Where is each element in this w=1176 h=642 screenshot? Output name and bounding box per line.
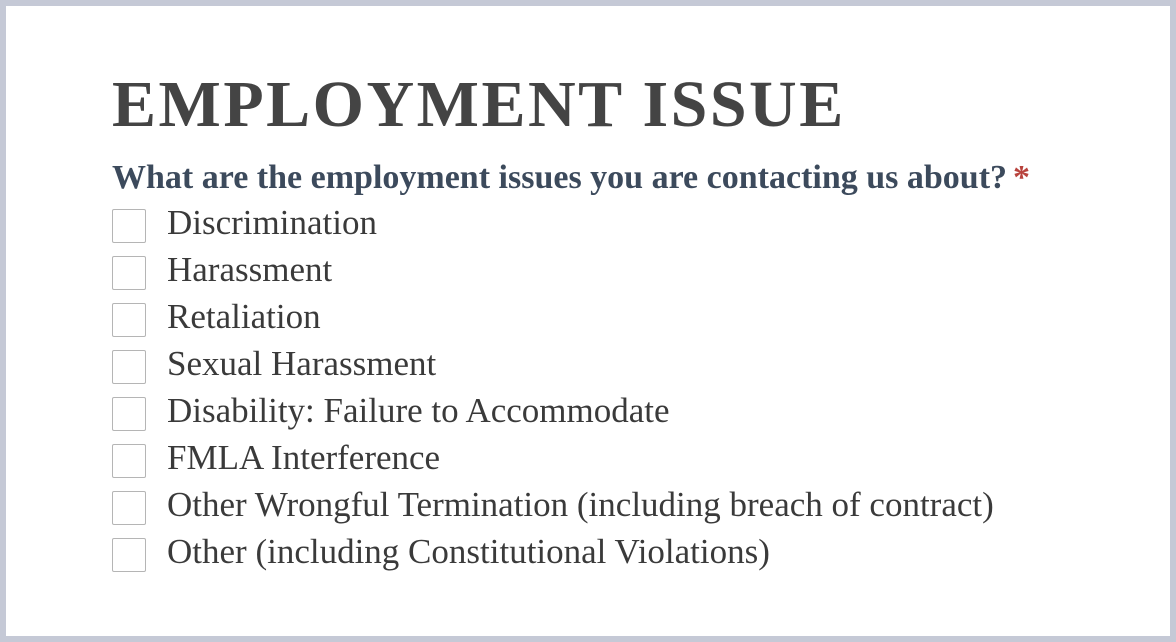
- checkbox-discrimination[interactable]: [112, 209, 146, 243]
- option-retaliation[interactable]: [112, 293, 1030, 340]
- option-disability-accommodation[interactable]: [112, 387, 1030, 434]
- option-label-fmla-interference[interactable]: FMLA Interference: [167, 437, 441, 477]
- checkbox-other-constitutional[interactable]: [112, 538, 146, 572]
- option-fmla-interference[interactable]: [112, 434, 1030, 481]
- option-other-wrongful-termination[interactable]: [112, 481, 1030, 528]
- option-sexual-harassment[interactable]: [112, 340, 1030, 387]
- option-label-discrimination[interactable]: Discrimination: [167, 202, 377, 242]
- option-discrimination[interactable]: [112, 199, 1030, 246]
- checkbox-other-wrongful-termination[interactable]: [112, 491, 146, 525]
- option-other-constitutional[interactable]: [112, 528, 1030, 575]
- option-label-other-wrongful-termination[interactable]: Other Wrongful Termination (including breach of contract): [167, 484, 994, 524]
- checkbox-disability-accommodation[interactable]: [112, 397, 146, 431]
- checkbox-retaliation[interactable]: [112, 303, 146, 337]
- option-label-harassment[interactable]: Harassment: [167, 249, 333, 289]
- question-text: What are the employment issues you are contacting us about?: [112, 159, 1008, 196]
- option-label-sexual-harassment[interactable]: Sexual Harassment: [167, 343, 437, 383]
- option-label-other-constitutional[interactable]: Other (including Constitutional Violations): [167, 531, 770, 571]
- option-label-disability-accommodation[interactable]: Disability: Failure to Accommodate: [167, 390, 670, 430]
- checkbox-sexual-harassment[interactable]: [112, 350, 146, 384]
- option-label-retaliation[interactable]: Retaliation: [167, 296, 321, 336]
- issue-checkbox-list: [112, 199, 1030, 575]
- checkbox-fmla-interference[interactable]: [112, 444, 146, 478]
- question-label: [112, 158, 1030, 198]
- option-harassment[interactable]: [112, 246, 1030, 293]
- section-title: EMPLOYMENT ISSUE: [112, 68, 846, 141]
- checkbox-harassment[interactable]: [112, 256, 146, 290]
- employment-issue-section: [112, 66, 1030, 575]
- required-asterisk: *: [1013, 159, 1031, 196]
